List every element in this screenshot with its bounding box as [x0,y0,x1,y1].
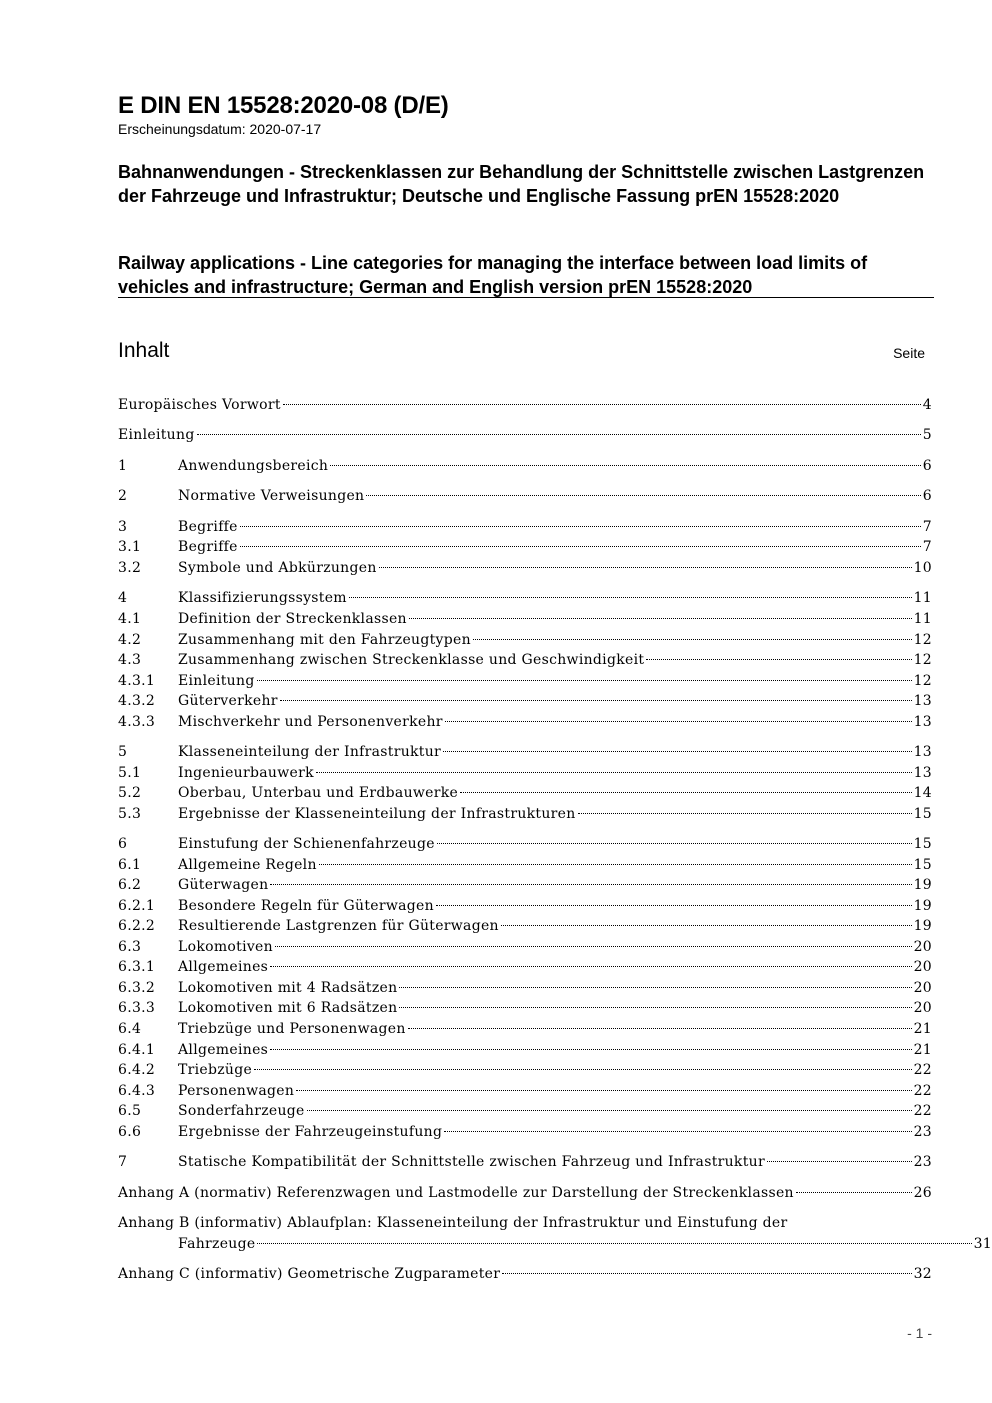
toc-entry[interactable] [118,855,932,875]
toc-entry[interactable] [118,783,932,803]
toc-entry-page: 4 [922,397,932,413]
toc-entry-page: 7 [922,519,932,535]
toc-entry-number: 6.3.1 [118,959,156,975]
toc-entry[interactable] [118,742,932,762]
toc-entry[interactable] [118,763,932,783]
toc-dot-leader [379,567,912,568]
toc-entry-title: Güterverkehr [178,693,278,709]
toc-dot-leader [254,1069,911,1070]
toc-entry-number: 7 [118,1154,128,1170]
toc-entry[interactable] [118,712,932,732]
toc-entry-number: 6.3.2 [118,980,156,996]
toc-entry-page: 7 [922,539,932,555]
toc-entry[interactable] [118,456,932,476]
toc-dot-leader [473,639,912,640]
toc-entry-page: 14 [913,785,932,801]
toc-dot-leader [270,1049,911,1050]
toc-dot-leader [436,905,912,906]
toc-dot-leader [197,434,921,435]
toc-dot-leader [257,1243,971,1244]
toc-entry[interactable] [118,558,932,578]
toc-entry-page: 20 [913,939,932,955]
toc-entry-number: 6.3.3 [118,1000,156,1016]
toc-entry-title: Definition der Streckenklassen [178,611,407,627]
toc-entry[interactable] [118,630,932,650]
toc-entry-page: 11 [913,590,932,606]
toc-entry-title: Triebzüge und Personenwagen [178,1021,406,1037]
toc-entry-page: 10 [913,560,932,576]
toc-entry-title: Zusammenhang mit den Fahrzeugtypen [178,632,471,648]
toc-entry-number: 6.4 [118,1021,142,1037]
toc-entry-title: Begriffe [178,519,238,535]
toc-entry-title: Einstufung der Schienenfahrzeuge [178,836,435,852]
toc-entry[interactable] [118,916,932,936]
title-german: Bahnanwendungen - Streckenklassen zur Behandlung der Schnittstelle zwischen Lastgrenzen der Fahrzeuge und Infrastruktur; Deutsche und Englische Fassung prEN 15528:2020 [118,162,925,206]
toc-entry-title: Allgemeine Regeln [178,857,317,873]
toc-entry-page: 15 [913,806,932,822]
toc-entry-number: 4 [118,590,128,606]
toc-entry-title: Lokomotiven [178,939,273,955]
toc-entry-number: 3.2 [118,560,142,576]
toc-dot-leader [319,864,912,865]
toc-dot-leader [330,465,921,466]
toc-entry[interactable] [118,1081,932,1101]
toc-dot-leader [646,659,911,660]
toc-entry-number: 2 [118,488,128,504]
toc-entry-title: Lokomotiven mit 4 Radsätzen [178,980,398,996]
toc-entry[interactable] [118,1060,932,1080]
page-number: - 1 - [907,1325,932,1341]
toc-dot-leader [501,925,912,926]
toc-entry-title: Güterwagen [178,877,269,893]
toc-entry-number: 3.1 [118,539,142,555]
toc-entry-number: 4.3 [118,652,142,668]
toc-entry-title: Normative Verweisungen [178,488,365,504]
toc-entry[interactable] [118,650,932,670]
toc-entry-title: Besondere Regeln für Güterwagen [178,898,434,914]
toc-entry-page: 22 [913,1083,932,1099]
toc-entry-number: 6.3 [118,939,142,955]
publication-date: Erscheinungsdatum: 2020-07-17 [118,121,322,137]
toc-entry[interactable] [118,1040,932,1060]
toc-entry[interactable] [118,671,932,691]
toc-entry-number: 6.5 [118,1103,142,1119]
toc-dot-leader [767,1161,912,1162]
toc-entry-number: 6.4.1 [118,1042,156,1058]
title-divider [118,297,934,298]
toc-entry-page: 12 [913,673,932,689]
toc-dot-leader [399,1007,911,1008]
toc-entry-number: 6.4.2 [118,1062,156,1078]
toc-dot-leader [257,680,912,681]
toc-entry-title: Lokomotiven mit 6 Radsätzen [178,1000,398,1016]
toc-entry-title: Triebzüge [178,1062,253,1078]
toc-entry-title: Resultierende Lastgrenzen für Güterwagen [178,918,499,934]
toc-entry-title: Sonderfahrzeuge [178,1103,305,1119]
toc-dot-leader [445,721,912,722]
toc-entry-page: 19 [913,898,932,914]
toc-entry-number: 5.2 [118,785,142,801]
toc-dot-leader [399,987,911,988]
toc-entry-number: 3 [118,519,128,535]
toc-entry[interactable] [118,395,932,415]
toc-entry[interactable] [118,804,932,824]
toc-dot-leader [270,966,911,967]
toc-entry[interactable] [118,1183,932,1203]
toc-entry-page: 13 [913,765,932,781]
toc-entry-page: 15 [913,836,932,852]
document-id: E DIN EN 15528:2020-08 (D/E) [118,92,449,119]
toc-entry[interactable] [118,1122,932,1142]
title-english: Railway applications - Line categories for managing the interface between load limits of vehicles and infrastructure; German and English version prEN 15528:2020 [118,253,868,297]
toc-entry-title: Fahrzeuge [178,1236,256,1252]
toc-entry-page: 13 [913,693,932,709]
toc-entry-page: 11 [913,611,932,627]
toc-entry-number: 4.2 [118,632,142,648]
toc-entry-number: 6.2.2 [118,918,156,934]
toc-entry-page: 23 [913,1124,932,1140]
toc-dot-leader [444,1131,911,1132]
toc-entry-number: 6.1 [118,857,142,873]
toc-entry-number: 6.6 [118,1124,142,1140]
toc-entry[interactable] [118,517,932,537]
toc-entry-title: Allgemeines [178,959,269,975]
toc-entry-title: Begriffe [178,539,238,555]
toc-entry-number: 5.1 [118,765,142,781]
toc-dot-leader [240,526,921,527]
toc-entry-title: Statische Kompatibilität der Schnittstelle zwischen Fahrzeug und Infrastruktur [178,1154,765,1170]
toc-entry[interactable] [118,998,932,1018]
toc-entry-number: 1 [118,458,128,474]
toc-entry-title: Ergebnisse der Klasseneinteilung der Infrastrukturen [178,806,576,822]
toc-entry[interactable] [118,537,932,557]
toc-entry[interactable] [118,896,932,916]
toc-dot-leader [408,1028,912,1029]
toc-dot-leader [307,1110,912,1111]
toc-entry-page: 5 [922,427,932,443]
toc-dot-leader [437,843,912,844]
toc-entry[interactable] [118,875,932,895]
toc-entry-page: 6 [922,488,932,504]
toc-entry-title: Ergebnisse der Fahrzeugeinstufung [178,1124,443,1140]
toc-entry-title: Zusammenhang zwischen Streckenklasse und Geschwindigkeit [178,652,645,668]
toc-entry-title: Symbole und Abkürzungen [178,560,377,576]
toc-entry[interactable] [118,834,932,854]
toc-entry-title: Mischverkehr und Personenverkehr [178,714,443,730]
toc-entry-page: 23 [913,1154,932,1170]
toc-entry-number: 5 [118,744,128,760]
toc-dot-leader [275,946,912,947]
toc-entry-page: 20 [913,959,932,975]
toc-entry[interactable] [118,425,932,445]
toc-dot-leader [443,751,912,752]
toc-entry[interactable] [118,1234,992,1254]
toc-entry[interactable] [118,1152,932,1172]
toc-entry[interactable] [118,691,932,711]
toc-entry[interactable] [118,957,932,977]
toc-entry-number: 4.3.1 [118,673,156,689]
toc-dot-leader [578,813,912,814]
toc-entry-title: Ingenieurbauwerk [178,765,314,781]
toc-dot-leader [796,1192,912,1193]
toc-entry-number: 6.2 [118,877,142,893]
toc-entry-page: 6 [922,458,932,474]
toc-entry-number: 4.3.3 [118,714,156,730]
toc-entry-page: 15 [913,857,932,873]
toc-entry-page: 19 [913,877,932,893]
toc-heading: Inhalt [118,339,170,362]
toc-entry[interactable] [118,937,932,957]
toc-dot-leader [280,700,912,701]
toc-entry-page: 26 [913,1185,932,1201]
toc-entry-number: 4.3.2 [118,693,156,709]
toc-entry[interactable] [118,588,932,608]
toc-entry-page: 22 [913,1062,932,1078]
toc-entry-title: Personenwagen [178,1083,295,1099]
toc-entry-page: 20 [913,980,932,996]
toc-dot-leader [502,1273,911,1274]
toc-entry-page: 12 [913,632,932,648]
toc-entry[interactable] [118,609,932,629]
toc-dot-leader [240,546,921,547]
toc-entry-page: 20 [913,1000,932,1016]
toc-entry[interactable] [118,1019,932,1039]
toc-dot-leader [460,792,911,793]
toc-entry-page: 31 [973,1236,992,1252]
toc-entry-title: Europäisches Vorwort [118,397,281,413]
toc-dot-leader [296,1090,911,1091]
toc-entry-annex-b-title[interactable]: Anhang B (informativ) Ablaufplan: Klasseneinteilung der Infrastruktur und Einstufung der [118,1215,788,1231]
toc-entry-title: Anhang A (normativ) Referenzwagen und Lastmodelle zur Darstellung der Streckenklassen [118,1185,794,1201]
toc-entry-title: Anhang C (informativ) Geometrische Zugparameter [118,1266,501,1282]
toc-dot-leader [283,404,921,405]
toc-entry-title: Klasseneinteilung der Infrastruktur [178,744,442,760]
toc-page-label: Seite [893,345,925,361]
toc-entry-title: Oberbau, Unterbau und Erdbauwerke [178,785,459,801]
toc-entry[interactable] [118,1264,932,1284]
toc-entry-title: Klassifizierungssystem [178,590,347,606]
toc-entry-title: Allgemeines [178,1042,269,1058]
toc-entry-number: 5.3 [118,806,142,822]
toc-dot-leader [349,597,912,598]
toc-entry-title: Einleitung [178,673,255,689]
toc-dot-leader [316,772,912,773]
toc-entry-page: 13 [913,714,932,730]
toc-entry-page: 22 [913,1103,932,1119]
toc-entry-page: 21 [913,1021,932,1037]
toc-entry[interactable] [118,486,932,506]
toc-entry-title: Einleitung [118,427,195,443]
toc-entry-page: 12 [913,652,932,668]
toc-entry-number: 6.2.1 [118,898,156,914]
toc-dot-leader [270,884,911,885]
toc-entry-number: 6.4.3 [118,1083,156,1099]
toc-entry-number: 4.1 [118,611,142,627]
toc-entry[interactable] [118,1101,932,1121]
toc-dot-leader [409,618,912,619]
toc-entry-title: Anwendungsbereich [178,458,329,474]
toc-entry-page: 13 [913,744,932,760]
toc-entry-page: 32 [913,1266,932,1282]
toc-entry-number: 6 [118,836,128,852]
toc-entry-page: 19 [913,918,932,934]
toc-dot-leader [366,495,920,496]
toc-entry-page: 21 [913,1042,932,1058]
toc-entry[interactable] [118,978,932,998]
